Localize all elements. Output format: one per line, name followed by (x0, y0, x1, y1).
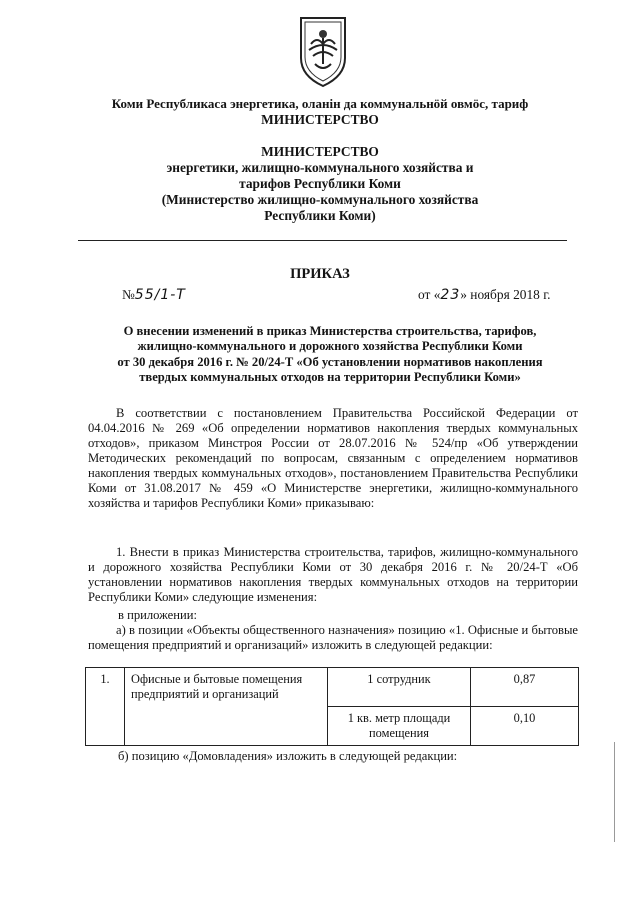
preamble-text: В соответствии с постановлением Правительства Российской Федерации от 04.04.2016 № 269 «Об определении нормативов накопления твердых коммунальных отходов», приказом Минстроя России от 28.07.2016 № 524/пр «Об утверждении Методических рекомендаций по вопросам, связанным с определением нормативов накопления твердых коммунальных отходов», постановлением Правительства Республики Коми от 31.08.2017 № 459 «О Министерстве энергетики, жилищно-коммунального хозяйства и тарифов Республики Коми» приказываю: (88, 406, 578, 510)
item-1-text: 1. Внести в приказ Министерства строительства, тарифов, жилищно-коммунального и дорожного хозяйства Республики Коми от 30 декабря 2016 г. № 20/24-Т «Об установлении нормативов накопления твердых коммунальных отходов на территории Республики Коми» следующие изменения: (88, 545, 578, 604)
preamble-paragraph (88, 406, 578, 511)
sub-a-paragraph (88, 623, 578, 653)
table-cell-unit: 1 сотрудник (328, 668, 471, 707)
sub-b-text: б) позицию «Домовладения» изложить в следующей редакции: (118, 749, 458, 763)
order-number-handwritten: 55/1-Т (134, 287, 186, 303)
item-1-paragraph (88, 545, 578, 605)
header-komi-ministry: МИНИСТЕРСТВО (261, 112, 379, 127)
table-cell-value: 0,10 (471, 707, 579, 746)
scan-edge-line (614, 742, 615, 842)
sub-a-text: а) в позиции «Объекты общественного назначения» позицию «1. Офисные и бытовые помещения предприятий и организаций» изложить в следующей редакции: (88, 623, 578, 652)
table-row (86, 668, 579, 707)
order-date-prefix: от « (418, 287, 441, 302)
table-cell-unit: 1 кв. метр площади помещения (328, 707, 471, 746)
in-appendix-text: в приложении: (118, 608, 197, 622)
subject-line-3: от 30 декабря 2016 г. № 20/24-Т «Об установлении нормативов накопления (117, 354, 543, 369)
table-cell-name: Офисные и бытовые помещения предприятий и организаций (125, 668, 328, 746)
norms-table (85, 667, 579, 746)
header-komi-line: Коми Республикаса энергетика, оланiн да коммунальнöй овмöс, тариф (111, 96, 529, 111)
header-divider (78, 240, 567, 241)
table-cell-number: 1. (86, 668, 125, 746)
subject-line-2: жилищно-коммунального и дорожного хозяйства Республики Коми (137, 339, 523, 354)
order-date-day: 23 (440, 287, 461, 303)
order-number (122, 287, 186, 303)
order-date (418, 287, 551, 303)
subject-line-1: О внесении изменений в приказ Министерства строительства, тарифов, (123, 324, 537, 338)
order-title: ПРИКАЗ (290, 266, 350, 282)
table-cell-value: 0,87 (471, 668, 579, 707)
subject-line-4: твердых коммунальных отходов на территории Республики Коми» (139, 370, 521, 385)
header-ministry-full-1: энергетики, жилищно-коммунального хозяйства и (166, 160, 474, 175)
header-ministry-full-2: тарифов Республики Коми (239, 176, 401, 191)
order-number-prefix: № (122, 287, 135, 302)
order-subject (84, 324, 576, 386)
header-ministry-short-2: Республики Коми) (264, 208, 376, 223)
header-ministry: МИНИСТЕРСТВО (261, 144, 379, 159)
order-date-suffix: » ноября 2018 г. (460, 287, 551, 302)
header-ministry-short-1: (Министерство жилищно-коммунального хозяйства (161, 192, 479, 207)
komi-coat-of-arms-icon (297, 14, 349, 88)
